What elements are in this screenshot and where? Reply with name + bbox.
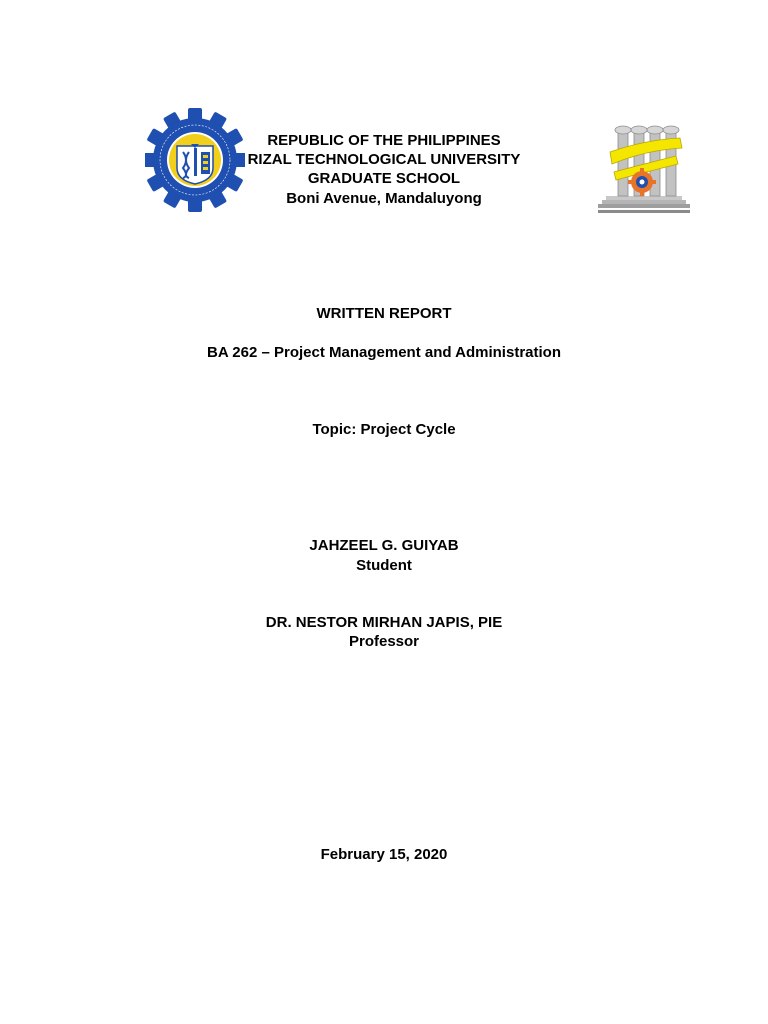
report-course: BA 262 – Project Management and Administration [207, 344, 561, 361]
header-university: RIZAL TECHNOLOGICAL UNIVERSITY [247, 151, 521, 168]
professor-role: Professor [348, 633, 420, 650]
professor-name: DR. NESTOR MIRHAN JAPIS, PIE [265, 614, 503, 631]
header-graduate-school: GRADUATE SCHOOL [307, 170, 461, 187]
student-name: JAHZEEL G. GUIYAB [309, 537, 459, 554]
header-republic: REPUBLIC OF THE PHILIPPINES [267, 132, 501, 149]
student-role: Student [356, 557, 412, 574]
report-topic: Topic: Project Cycle [312, 421, 456, 438]
report-date: February 15, 2020 [320, 846, 448, 863]
report-type: WRITTEN REPORT [316, 305, 452, 322]
header-address: Boni Avenue, Mandaluyong [286, 190, 482, 207]
